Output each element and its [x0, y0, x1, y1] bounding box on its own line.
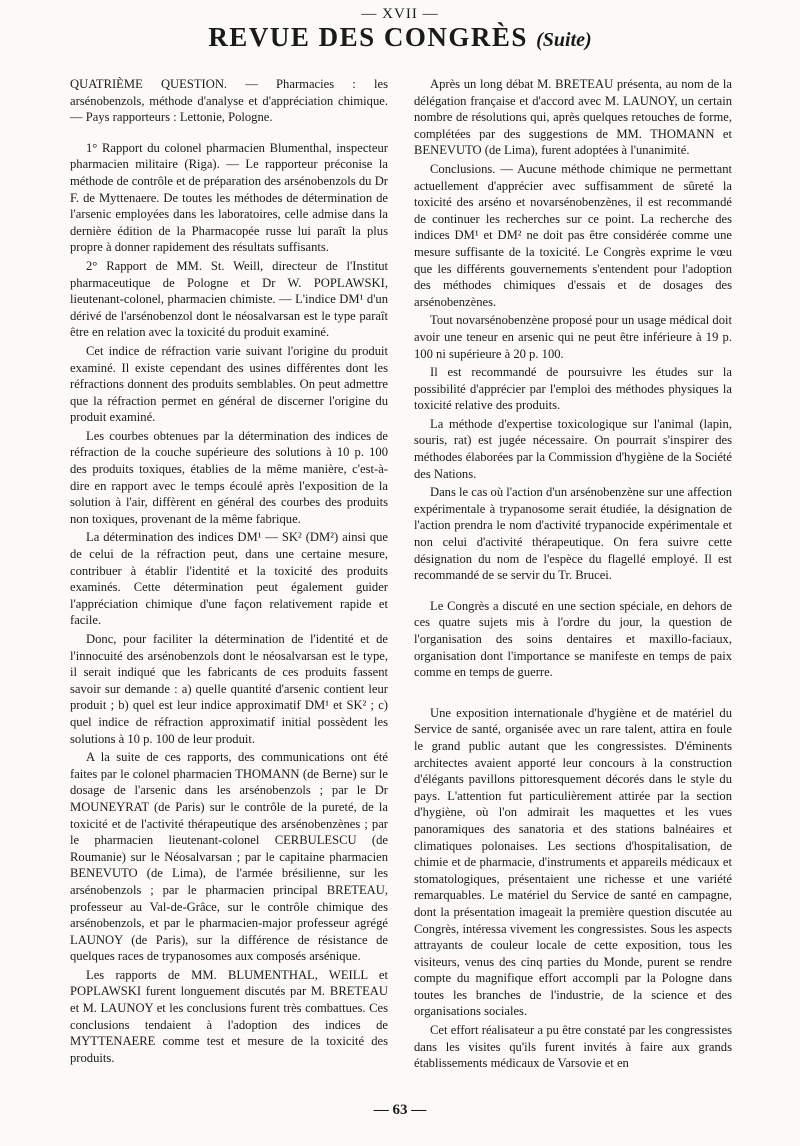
paragraph: Il est recommandé de poursuivre les études sur la possibilité d'apprécier par l'emploi des méthodes physiques la toxicité relative des produits. [414, 365, 732, 413]
paragraph: 1° Rapport du colonel pharmacien Blumenthal, inspecteur pharmacien militaire (Riga). — Le rapporteur préconise la méthode de contrôle et de préparation des arsénobenzols du Dr F. de Myttenaere. De toutes les méthodes de détermination de l'arsenic employées dans les laboratoires, celle admise dans la dernière édition de la Pharmacopée russe lui paraît la plus propre à donner rapidement des résultats suffisants. [70, 140, 388, 255]
paragraph: Les courbes obtenues par la détermination des indices de réfraction de la couche supérieure des solutions à 10 p. 100 des produits toxiques, établies de la même manière, c'est-à-dire en rapport avec le temps écoulé après l'exposition de la solution à l'air, diffèrent en général des courbes des produits non toxiques, provenant de la même fabrique. [70, 428, 388, 526]
conclusions-paragraph: Conclusions. — Aucune méthode chimique ne permettant actuellement d'apprécier avec suffisamment de sûreté la toxicité des arséno et novarsénobenzènes, il est recommandé de continuer les recherches sur ce point. La recherche des indices DM¹ et DM² ne doit pas être considérée comme une mesure suffisante de la toxicité. Le Congrès exprime le vœu que les différents gouvernements s'entendent pour l'adoption des méthodes chimiques d'essais et de dosages des arsénobenzènes. [414, 161, 732, 309]
paragraph: Donc, pour faciliter la détermination de l'identité et de l'innocuité des arsénobenzols dont le néosalvarsan est le type, il serait indiqué que les fabricants de ces produits fassent savoir sur demande : a) quelle quantité d'arsenic contient leur produit ; b) quel est leur indice approximatif DM¹ et SK² ; c) quel indice de réfraction approximatif initial possèdent les solutions à 10 p. 100 de leur produit. [70, 632, 388, 746]
paragraph: La détermination des indices DM¹ — SK² (DM²) ainsi que de celui de la réfraction peut, dans une certaine mesure, contribuer à établir l'identité et la toxicité des produits examinés. Cette détermination peut également guider l'appréciation chimique d'une façon relativement rapide et facile. [70, 530, 388, 628]
paragraph: A la suite de ces rapports, des communications ont été faites par le colonel pharmacien THOMANN (de Berne) sur le dosage de l'arsenic dans les arsénobenzols ; par le Dr MOUNEYRAT (de Paris) sur le contrôle de la pureté, de la toxicité et de l'activité thérapeutique des arsénobenzènes ; par le pharmacien lieutenant-colonel CERBULESCU (de Roumanie) sur le Néosalvarsan ; par le capitaine pharmacien BENEVUTO (de Lima), de l'armée brésilienne, sur les arsénobenzols ; par le pharmacien principal BRETEAU, professeur au Val-de-Grâce, sur le contrôle chimique des arsénobenzols, et par le pharmacien-major professeur agrégé LAUNOY (de Paris), sur la différence de résistance de quelques races de trypanosomes aux composés arsénique. [70, 750, 388, 964]
left-column [70, 76, 388, 1068]
right-column [414, 76, 732, 1074]
roman-page-number: — XVII — [361, 6, 439, 22]
paragraph: Cet effort réalisateur a pu être constaté par les congressistes dans les visites qu'ils furent invités à faire aux grands établissements médicaux de Varsovie et en [414, 1023, 732, 1071]
title-main: REVUE DES CONGRÈS [208, 22, 528, 52]
paragraph: Cet indice de réfraction varie suivant l'origine du produit examiné. Il existe cependant des usines différentes dont les réfractions donnent des produits semblables. On peut admettre que la réfraction permet en général de discerner l'origine du produit examiné. [70, 343, 388, 425]
paragraph: Dans le cas où l'action d'un arsénobenzène sur une affection expérimentale à trypanosome serait étudiée, la désignation de l'action prendra le nom d'activité trypanocide expérimentale et non celui d'activité thérapeutique. On fera suivre cette désignation du nom de l'espèce du flagellé employé. Il est recommandé de se servir du Tr. Brucei. [414, 485, 732, 583]
paragraph: La méthode d'expertise toxicologique sur l'animal (lapin, souris, rat) est jugée nécessaire. On pourrait s'inspirer des méthodes élaborées par la Commission d'hygiène de la Société des Nations. [414, 416, 732, 481]
paragraph: Le Congrès a discuté en une section spéciale, en dehors de ces quatre sujets mis à l'ordre du jour, la question de l'organisation des soins dentaires et maxillo-faciaux, organisation dont l'importance se manifeste en temps de paix comme en temps de guerre. [414, 598, 732, 680]
paragraph: Une exposition internationale d'hygiène et de matériel du Service de santé, organisée avec un rare talent, attira en foule le grand public autant que les congressistes. D'éminents architectes avaient apporté leur concours à la construction d'élégants pavillons pittoresquement décorés dans le style du pays. L'attention fut particulièrement attirée par la section d'hygiène, où l'on admirait les maquettes et les vues panoramiques des sanatoria et des stations balnéaires et climatiques polonaises. Les sections d'hospitalisation, de chimie et de pharmacie, d'instruments et appareils médicaux et stomatologiques, présentaient une richesse et une variété remarquables. Le matériel du Service de santé en campagne, dont la présentation imageait la première question discutée au Congrès, intéressa vivement les congressistes. Sous les aspects attrayants de couleur locale de cette exposition, tous les visiteurs, venus des cinq parties du Monde, purent se rendre compte du magnifique effort accompli par la Pologne dans toutes les branches de l'industrie, de la science et des organisations sociales. [414, 705, 732, 1019]
paragraph: 2° Rapport de MM. St. Weill, directeur de l'Institut pharmaceutique de Pologne et Dr W. POPLAWSKI, lieutenant-colonel, pharmacien chimiste. — L'indice DM¹ d'un dérivé de l'arsénobenzol dont le néosalvarsan est le type paraît être en relation avec la toxicité du produit examiné. [70, 258, 388, 340]
title-suffix: (Suite) [536, 29, 592, 51]
paragraph: Après un long débat M. BRETEAU présenta, au nom de la délégation française et d'accord avec M. LAUNOY, un certain nombre de résolutions qui, après quelques retouches de forme, complétées par des suggestions de MM. THOMANN et BENEVUTO (de Lima), furent adoptées à l'unanimité. [414, 77, 732, 158]
section-heading-question-4: QUATRIÈME QUESTION. — Pharmacies : les arsénobenzols, méthode d'analyse et d'appréciation chimique. — Pays rapporteurs : Lettonie, Pologne. [70, 77, 388, 125]
paragraph: Les rapports de MM. BLUMENTHAL, WEILL et POPLAWSKI furent longuement discutés par M. BRETEAU et M. LAUNOY et les conclusions furent très combattues. Ces conclusions tendaient à l'adoption des indices de MYTTENAERE comme test et mesure de la toxicité des produits. [70, 967, 388, 1065]
page-number: — 63 — [373, 1102, 427, 1118]
paragraph: Tout novarsénobenzène proposé pour un usage médical doit avoir une teneur en arsenic qui ne peut être inférieure à 19 p. 100 ni supérieure à 20 p. 100. [414, 313, 732, 361]
page-title [0, 22, 800, 53]
